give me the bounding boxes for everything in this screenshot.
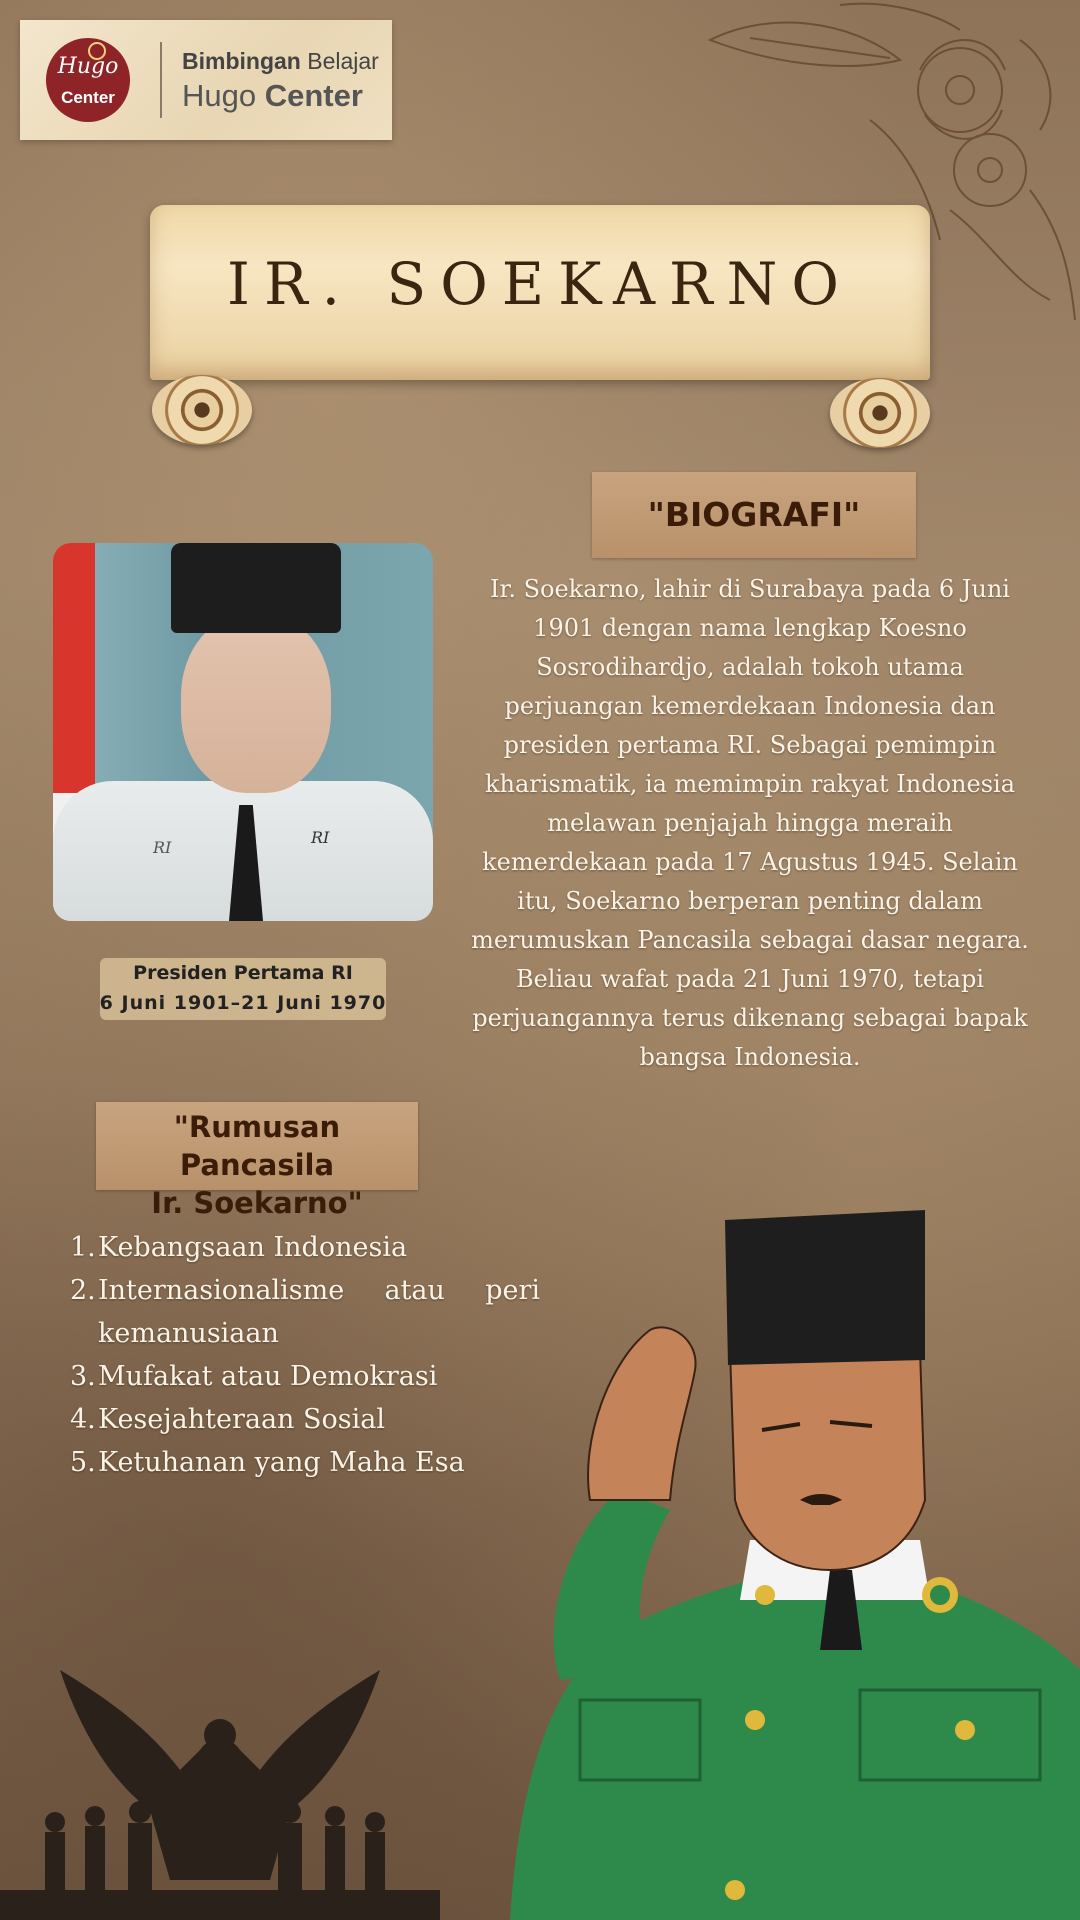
logo-mark-text-bottom: Center (61, 88, 115, 107)
logo-divider (160, 42, 162, 118)
logo-card (20, 20, 392, 140)
list-item-number: 3. (70, 1361, 96, 1392)
pancasila-list (70, 1226, 540, 1484)
list-item (70, 1441, 540, 1484)
list-item-number: 2. (70, 1275, 96, 1306)
list-item (70, 1398, 540, 1441)
logo-mark-text-top: Hugo (57, 54, 119, 79)
scroll-curl-left (152, 375, 252, 445)
list-item (70, 1226, 540, 1269)
lightbulb-icon (88, 42, 106, 60)
list-item (70, 1269, 540, 1355)
list-item-text: Mufakat atau Demokrasi (98, 1361, 438, 1392)
list-item-text: Kesejahteraan Sosial (98, 1404, 385, 1435)
logo-tagline-bold: Bimbingan (182, 48, 301, 74)
pancasila-heading-line2: Ir. Soekarno" (151, 1186, 363, 1220)
list-item-number: 5. (70, 1447, 96, 1478)
logo-brand-name (182, 78, 363, 114)
flag-red-stripe (53, 543, 95, 793)
biografi-heading: "BIOGRAFI" (592, 472, 916, 558)
photo-caption-dates: 6 Juni 1901–21 Juni 1970 (99, 992, 387, 1014)
list-item-text: Ketuhanan yang Maha Esa (98, 1447, 465, 1478)
logo-brand-regular: Hugo (182, 78, 265, 113)
photo-caption-title: Presiden Pertama RI (133, 962, 353, 984)
logo-brand-bold: Center (264, 78, 363, 113)
collar-badge-right: RI (311, 828, 330, 847)
list-item-number: 1. (70, 1232, 96, 1263)
biografi-text: Ir. Soekarno, lahir di Surabaya pada 6 Juni 1901 dengan nama lengkap Koesno Sosrodihardjo, adalah tokoh utama perjuangan kemerdekaan Indonesia dan presiden pertama RI. Sebagai pemimpin kharismatik, ia memimpin rakyat Indonesia melawan penjajah hingga meraih kemerdekaan pada 17 Agustus 1945. Selain itu, Soekarno berperan penting dalam merumuskan Pancasila sebagai dasar negara. Beliau wafat pada 21 Juni 1970, tetapi perjuangannya terus dikenang sebagai bapak bangsa Indonesia. (471, 575, 1029, 1071)
scroll-curl-right (830, 378, 930, 448)
garuda-silhouette-illustration (0, 1640, 440, 1920)
logo-tagline-rest: Belajar (300, 48, 379, 74)
list-item-text: Kebangsaan Indonesia (98, 1232, 408, 1263)
logo-tagline (182, 48, 379, 75)
list-item-text: Internasionalisme atau peri kemanusiaan (98, 1275, 540, 1349)
collar-badge-left: RI (153, 838, 172, 857)
pancasila-heading (96, 1102, 418, 1220)
list-item (70, 1355, 540, 1398)
pancasila-heading-line1: "Rumusan Pancasila (173, 1110, 341, 1182)
saluting-figure-illustration (500, 1200, 1080, 1920)
portrait-peci-hat (171, 543, 341, 633)
page-title: IR. SOEKARNO (227, 250, 853, 318)
portrait-photo (53, 543, 433, 921)
list-item-number: 4. (70, 1404, 96, 1435)
portrait-face (181, 613, 331, 793)
